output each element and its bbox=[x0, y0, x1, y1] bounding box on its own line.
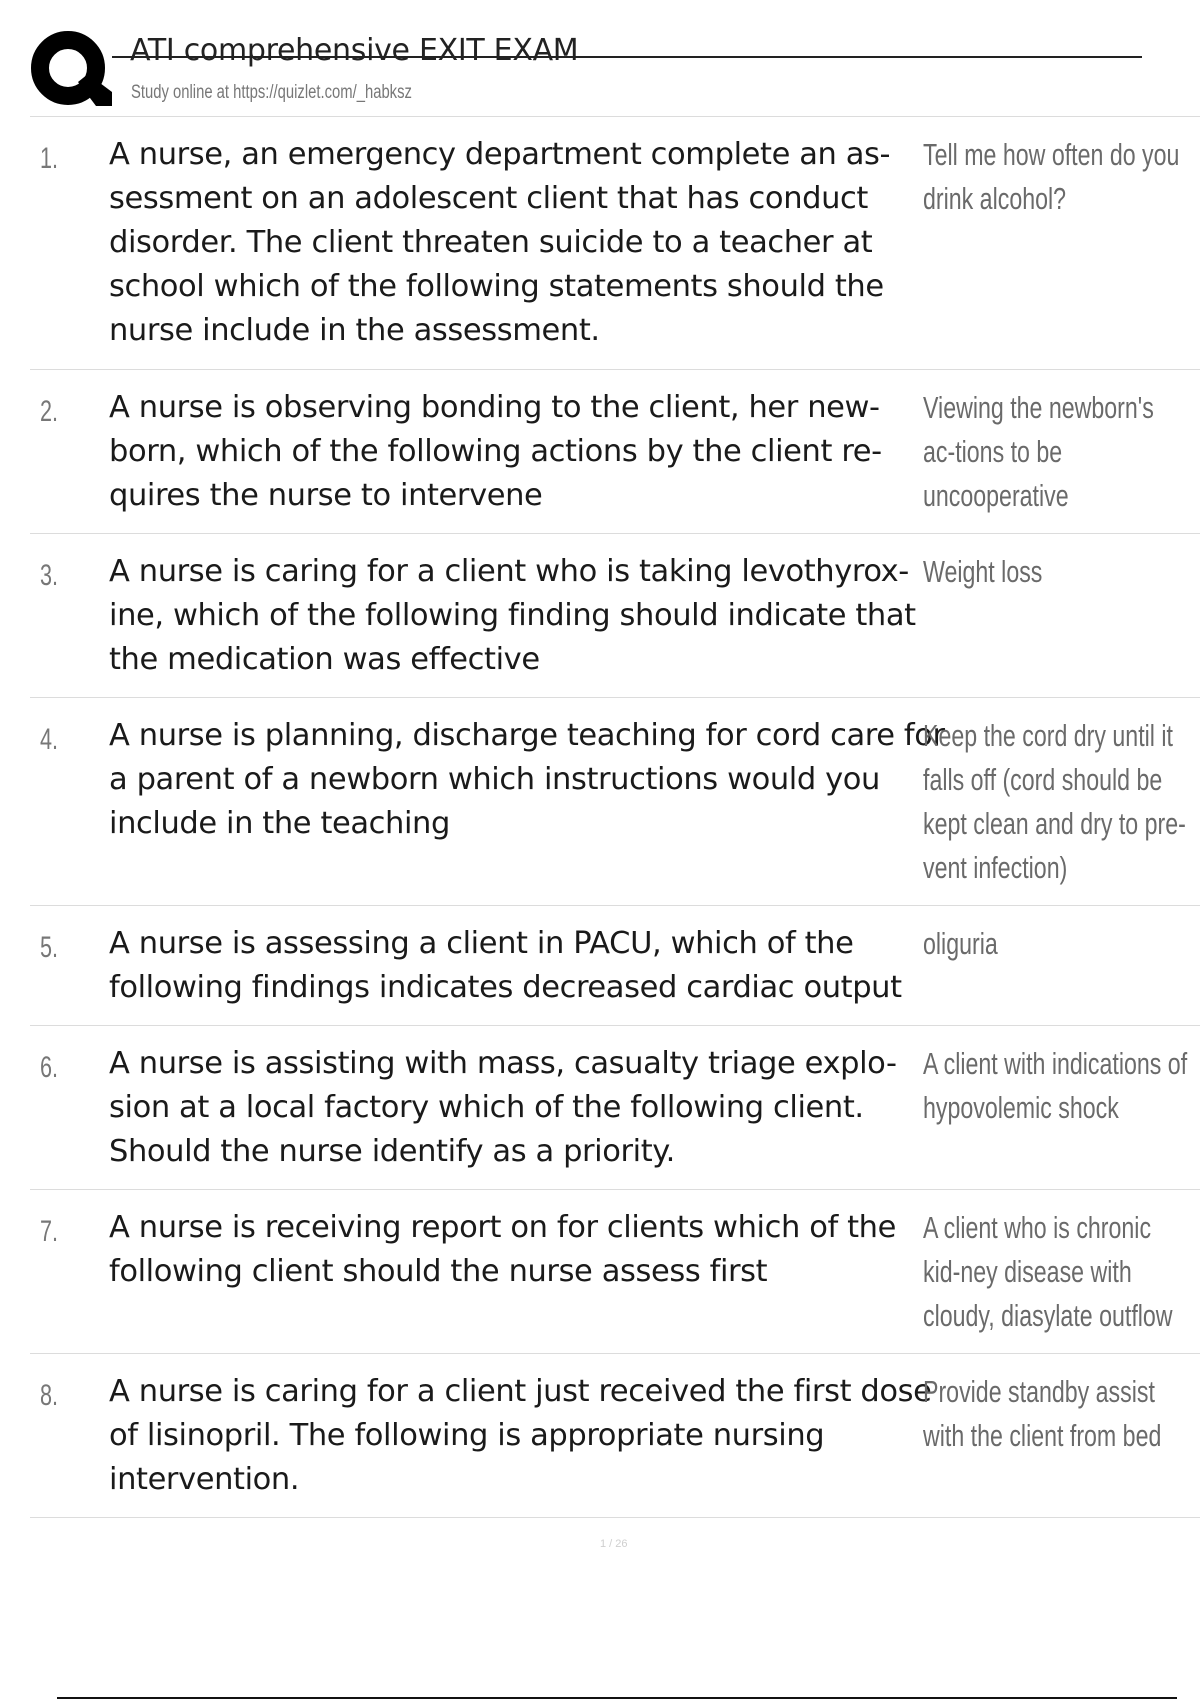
card-question: A nurse is receiving report on for clients which of the following client should the nurse assess first bbox=[109, 1210, 896, 1289]
page-number: 1 / 26 bbox=[600, 1538, 628, 1550]
flashcard bbox=[30, 698, 1200, 906]
card-number: 3. bbox=[40, 559, 59, 592]
card-question: A nurse is assisting with mass, casualty triage explo-sion at a local factory which of the following client. Should the nurse identify as a priority. bbox=[109, 1046, 897, 1169]
flashcard bbox=[30, 117, 1200, 370]
card-question: A nurse is planning, discharge teaching for cord care for a parent of a newborn which instructions would you include in the teaching bbox=[109, 718, 945, 841]
flashcard bbox=[30, 370, 1200, 534]
card-number: 7. bbox=[40, 1215, 59, 1248]
card-question: A nurse, an emergency department complete an as-sessment on an adolescent client that has conduct disorder. The client threaten suicide to a teacher at school which of the following statements should the nurse include in the assessment. bbox=[109, 137, 891, 348]
card-number: 8. bbox=[40, 1379, 59, 1412]
card-number: 5. bbox=[40, 931, 59, 964]
title-rule bbox=[112, 56, 1142, 58]
card-question: A nurse is assessing a client in PACU, which of the following findings indicates decreased cardiac output bbox=[109, 926, 902, 1005]
document-title: ATI comprehensive EXIT EXAM bbox=[130, 33, 579, 68]
card-answer: Tell me how often do you drink alcohol? bbox=[923, 138, 1180, 216]
flashcard bbox=[30, 534, 1200, 698]
card-question: A nurse is observing bonding to the client, her new-born, which of the following actions by the client re-quires the nurse to intervene bbox=[109, 390, 882, 513]
card-answer: Keep the cord dry until it falls off (cord should be kept clean and dry to pre-vent infection) bbox=[923, 719, 1186, 885]
card-answer: A client who is chronic kid-ney disease with cloudy, diasylate outflow bbox=[923, 1211, 1173, 1333]
study-online-link[interactable]: Study online at https://quizlet.com/_habksz bbox=[131, 82, 412, 103]
card-number: 4. bbox=[40, 723, 59, 756]
card-number: 6. bbox=[40, 1051, 59, 1084]
card-answer: Provide standby assist with the client from bed bbox=[923, 1375, 1162, 1453]
flashcard bbox=[30, 1026, 1200, 1190]
flashcard bbox=[30, 1190, 1200, 1354]
card-answer: Weight loss bbox=[923, 555, 1043, 589]
quizlet-q-logo-icon bbox=[30, 30, 112, 112]
card-question: A nurse is caring for a client just received the first dose of lisinopril. The following is appropriate nursing intervention. bbox=[109, 1374, 932, 1497]
card-answer: A client with indications of hypovolemic shock bbox=[923, 1047, 1188, 1125]
card-question: A nurse is caring for a client who is taking levothyrox-ine, which of the following finding should indicate that the medication was effective bbox=[109, 554, 916, 677]
card-number: 1. bbox=[40, 142, 59, 175]
flashcard bbox=[30, 906, 1200, 1026]
card-answer: oliguria bbox=[923, 927, 998, 961]
flashcard-list bbox=[30, 117, 1200, 1518]
card-number: 2. bbox=[40, 395, 59, 428]
card-answer: Viewing the newborn's ac-tions to be uncooperative bbox=[923, 391, 1154, 513]
flashcard bbox=[30, 1354, 1200, 1518]
page-bottom-rule bbox=[57, 1697, 1177, 1699]
